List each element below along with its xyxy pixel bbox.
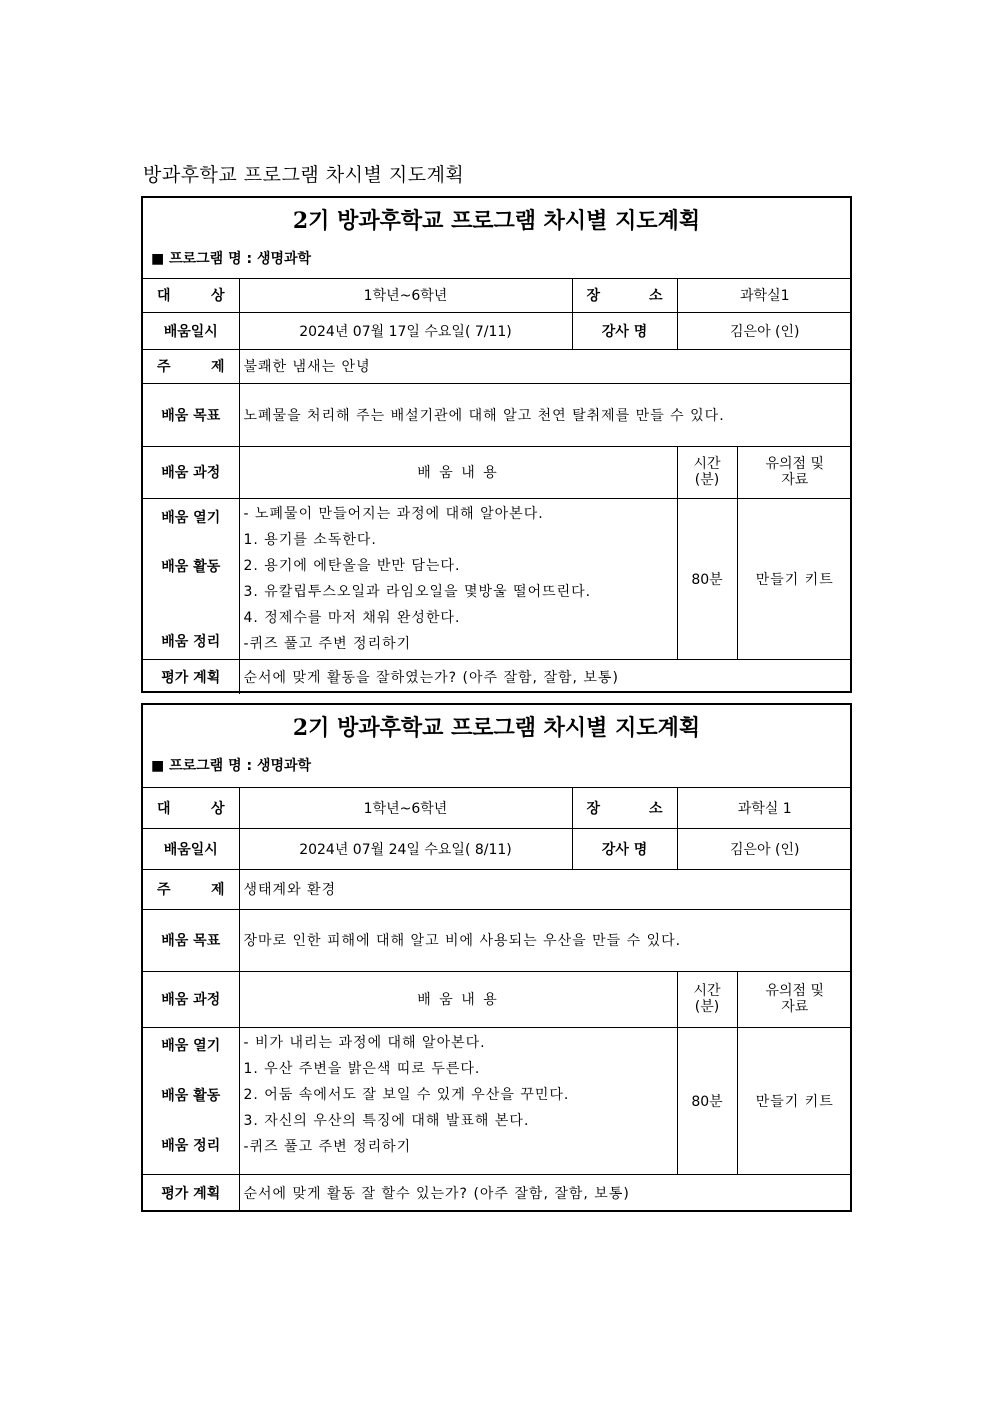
topic-value: 생태계와 환경 bbox=[239, 869, 852, 909]
target-value: 1학년~6학년 bbox=[239, 788, 572, 828]
content-line: -퀴즈 풀고 주변 정리하기 bbox=[243, 1138, 412, 1155]
eval-label: 평가 계획 bbox=[143, 659, 239, 694]
eval-label: 평가 계획 bbox=[143, 1174, 239, 1212]
plan-header bbox=[143, 198, 850, 279]
content-line: -퀴즈 풀고 주변 정리하기 bbox=[243, 635, 412, 652]
stage-close: 배움 정리 bbox=[161, 633, 221, 650]
content-line: 3. 자신의 우산의 특징에 대해 발표해 본다. bbox=[243, 1112, 530, 1129]
plan-title: 2기 방과후학교 프로그램 차시별 지도계획 bbox=[292, 208, 701, 234]
stage-column bbox=[143, 1027, 239, 1174]
eval-value: 순서에 맞게 활동 잘 할수 있는가? (아주 잘함, 잘함, 보통) bbox=[239, 1174, 852, 1212]
content-line: 1. 우산 주변을 밝은색 띠로 두른다. bbox=[243, 1060, 481, 1077]
target-value: 1학년~6학년 bbox=[239, 279, 572, 312]
time-unit-label: (분) bbox=[694, 999, 720, 1015]
process-label: 배움 과정 bbox=[143, 971, 239, 1027]
goal-label: 배움 목표 bbox=[143, 383, 239, 446]
stage-close: 배움 정리 bbox=[161, 1137, 221, 1154]
lesson-plan-2 bbox=[141, 703, 852, 1212]
topic-label: 주 제 bbox=[143, 349, 239, 383]
target-label: 대 상 bbox=[143, 279, 239, 312]
materials-label: 자료 bbox=[781, 472, 809, 488]
notes-header bbox=[737, 446, 852, 498]
lesson-plan-1 bbox=[141, 196, 852, 693]
program-name: ■ 프로그램 명 : 생명과학 bbox=[151, 251, 312, 267]
date-label: 배움일시 bbox=[143, 828, 239, 869]
time-value: 80분 bbox=[677, 1027, 737, 1174]
content-line: - 비가 내리는 과정에 대해 알아본다. bbox=[243, 1034, 486, 1051]
document-title: 방과후학교 프로그램 차시별 지도계획 bbox=[143, 164, 465, 186]
content-label: 배 움 내 용 bbox=[239, 446, 677, 498]
goal-value: 장마로 인한 피해에 대해 알고 비에 사용되는 우산을 만들 수 있다. bbox=[239, 909, 852, 971]
time-header bbox=[677, 971, 737, 1027]
content-body bbox=[239, 1027, 677, 1174]
stage-open: 배움 열기 bbox=[161, 1037, 221, 1054]
content-line: 3. 유칼립투스오일과 라임오일을 몇방울 떨어뜨린다. bbox=[243, 583, 592, 600]
topic-label: 주 제 bbox=[143, 869, 239, 909]
place-label: 장 소 bbox=[572, 279, 677, 312]
content-label: 배 움 내 용 bbox=[239, 971, 677, 1027]
time-label: 시간 bbox=[693, 983, 721, 999]
program-name: ■ 프로그램 명 : 생명과학 bbox=[151, 758, 312, 774]
target-label: 대 상 bbox=[143, 788, 239, 828]
goal-label: 배움 목표 bbox=[143, 909, 239, 971]
time-unit-label: (분) bbox=[694, 472, 720, 488]
content-line: 4. 정제수를 마저 채워 완성한다. bbox=[243, 609, 461, 626]
content-line: 1. 용기를 소독한다. bbox=[243, 531, 377, 548]
materials-value: 만들기 키트 bbox=[737, 1027, 852, 1174]
notes-header bbox=[737, 971, 852, 1027]
plan-table bbox=[143, 788, 852, 1212]
plan-header bbox=[143, 705, 850, 788]
stage-column bbox=[143, 498, 239, 659]
stage-activity: 배움 활동 bbox=[161, 558, 221, 575]
notes-label: 유의점 및 bbox=[765, 983, 825, 999]
stage-open: 배움 열기 bbox=[161, 509, 221, 526]
materials-value: 만들기 키트 bbox=[737, 498, 852, 659]
instructor-label: 강사 명 bbox=[572, 312, 677, 349]
time-header bbox=[677, 446, 737, 498]
time-label: 시간 bbox=[693, 456, 721, 472]
plan-title: 2기 방과후학교 프로그램 차시별 지도계획 bbox=[292, 715, 701, 741]
place-value: 과학실 1 bbox=[677, 788, 852, 828]
instructor-label: 강사 명 bbox=[572, 828, 677, 869]
plan-table bbox=[143, 279, 852, 694]
place-label: 장 소 bbox=[572, 788, 677, 828]
materials-label: 자료 bbox=[781, 999, 809, 1015]
instructor-value: 김은아 (인) bbox=[677, 828, 852, 869]
place-value: 과학실1 bbox=[677, 279, 852, 312]
date-label: 배움일시 bbox=[143, 312, 239, 349]
eval-value: 순서에 맞게 활동을 잘하였는가? (아주 잘함, 잘함, 보통) bbox=[239, 659, 852, 694]
content-line: - 노폐물이 만들어지는 과정에 대해 알아본다. bbox=[243, 505, 544, 522]
content-body bbox=[239, 498, 677, 659]
date-value: 2024년 07월 17일 수요일( 7/11) bbox=[239, 312, 572, 349]
topic-value: 불쾌한 냄새는 안녕 bbox=[239, 349, 852, 383]
instructor-value: 김은아 (인) bbox=[677, 312, 852, 349]
process-label: 배움 과정 bbox=[143, 446, 239, 498]
date-value: 2024년 07월 24일 수요일( 8/11) bbox=[239, 828, 572, 869]
content-line: 2. 어둠 속에서도 잘 보일 수 있게 우산을 꾸민다. bbox=[243, 1086, 570, 1103]
content-line: 2. 용기에 에탄올을 반만 담는다. bbox=[243, 557, 461, 574]
stage-activity: 배움 활동 bbox=[161, 1087, 221, 1104]
goal-value: 노폐물을 처리해 주는 배설기관에 대해 알고 천연 탈취제를 만들 수 있다. bbox=[239, 383, 852, 446]
notes-label: 유의점 및 bbox=[765, 456, 825, 472]
time-value: 80분 bbox=[677, 498, 737, 659]
